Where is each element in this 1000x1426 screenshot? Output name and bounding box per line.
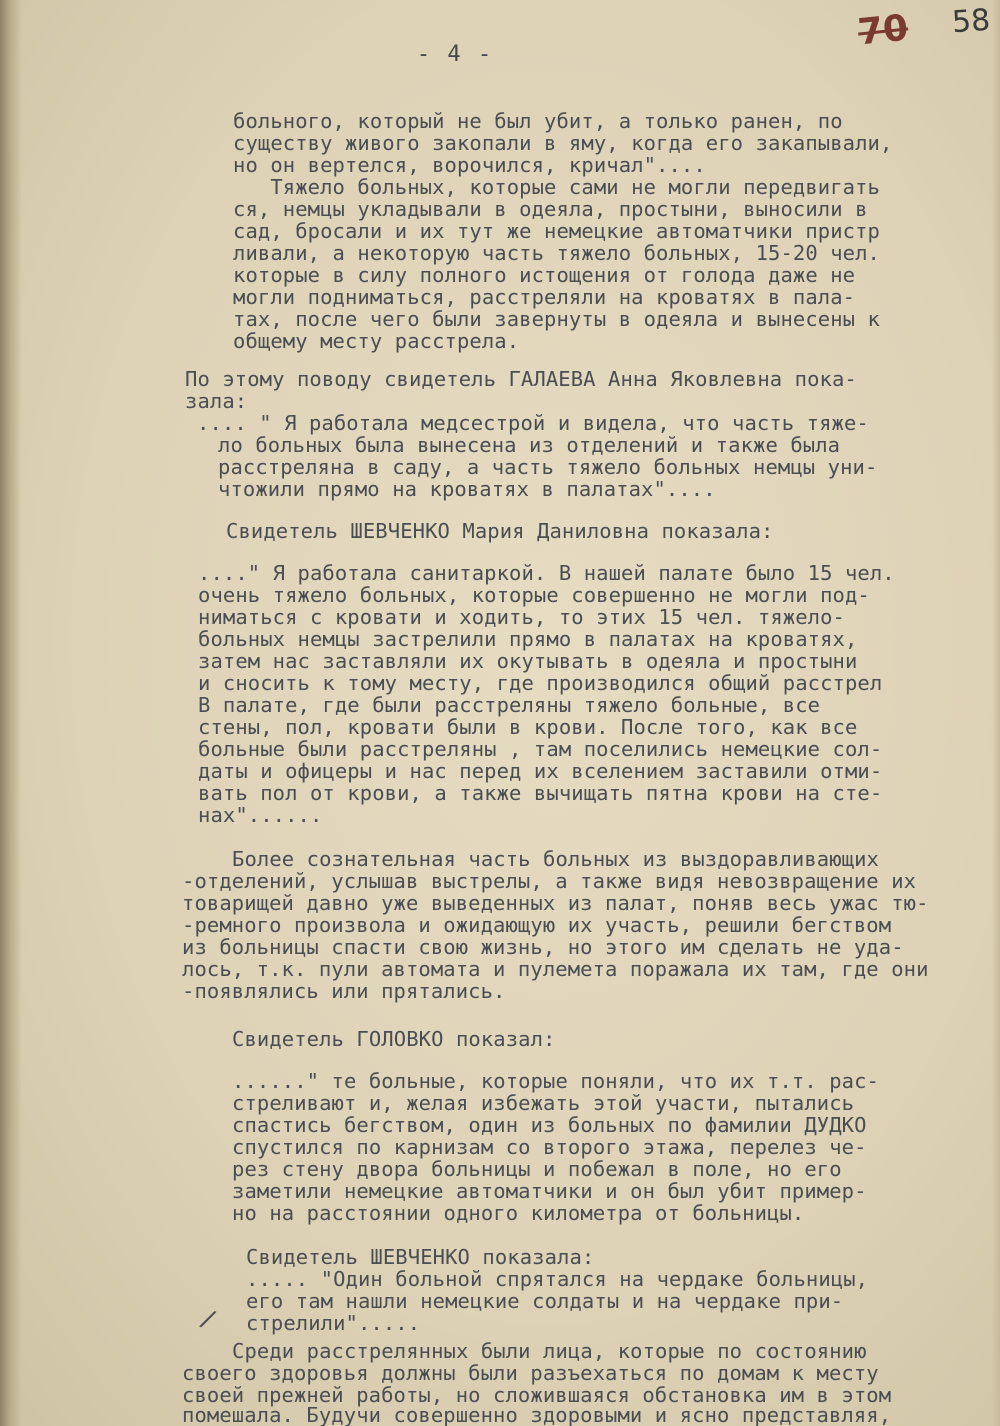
- text-line: спустился по карнизам со второго этажа, перелез че-: [232, 1135, 867, 1159]
- text-line: лось, т.к. пули автомата и пулемета поражала их там, где они: [182, 957, 929, 981]
- text-line: Свидетель ШЕВЧЕНКО Мария Даниловна показала:: [226, 519, 774, 543]
- text-line: которые в силу полного истощения от голода даже не: [233, 263, 856, 287]
- text-line: даты и офицеры и нас перед их вселением заставили отми-: [198, 759, 883, 783]
- text-line: тах, после чего были завернуты в одеяла и вынесены к: [233, 307, 880, 331]
- text-line: .... " Я работала медсестрой и видела, что часть тяже-: [197, 411, 869, 435]
- page-number: - 4 -: [416, 42, 494, 67]
- text-line: общему месту расстрела.: [233, 329, 520, 353]
- text-line: ся, немцы укладывали в одеяла, простыни, выносили в: [233, 197, 868, 221]
- text-line: из больницы спасти свою жизнь, но этого им сделать не уда-: [182, 935, 904, 959]
- text-line: но он вертелся, ворочился, кричал"....: [233, 153, 706, 177]
- text-line: По этому поводу свидетель ГАЛАЕВА Анна Яковлевна пока-: [185, 367, 857, 391]
- text-line: его там нашли немецкие солдаты и на чердаке при-: [246, 1289, 844, 1313]
- text-line: -отделений, услышав выстрелы, а также видя невозвращение их: [182, 869, 917, 893]
- text-line: нах"......: [198, 803, 323, 827]
- text-line: существу живого закопали в яму, когда его закапывали,: [233, 131, 893, 155]
- sheet-number: 58: [950, 2, 992, 41]
- page-edge: [992, 0, 1000, 1426]
- text-line: зала:: [185, 389, 248, 413]
- text-line: спастись бегством, один из больных по фамилии ДУДКО: [232, 1113, 867, 1137]
- text-line: помешала. Будучи совершенно здоровыми и ясно представляя,: [182, 1403, 892, 1426]
- text-line: В палате, где были расстреляны тяжело больные, все: [198, 693, 821, 717]
- text-line: очень тяжело больных, которые совершенно не могли под-: [198, 583, 870, 607]
- text-line: товарищей давно уже выведенных из палат, поняв весь ужас тю-: [182, 891, 929, 915]
- text-line: заметили немецкие автоматчики и он был убит пример-: [232, 1179, 867, 1203]
- text-line: Тяжело больных, которые сами не могли передвигать: [233, 175, 880, 199]
- text-line: расстреляна в саду, а часть тяжело больных немцы уни-: [218, 455, 878, 479]
- binding-shadow: [0, 0, 22, 1426]
- text-line: больных немцы застрелили прямо в палатах на кроватях,: [198, 627, 858, 651]
- text-line: рез стену двора больницы и побежал в поле, но его: [232, 1157, 842, 1181]
- text-line: затем нас заставляли их окутывать в одеяла и простыни: [198, 649, 858, 673]
- text-line: -ремного произвола и ожидающую их участь, решили бегством: [182, 913, 892, 937]
- text-line: Более сознательная часть больных из выздоравливающих: [232, 847, 879, 871]
- text-line: ......" те больные, которые поняли, что их т.т. рас-: [232, 1069, 879, 1093]
- text-line: стрелили".....: [246, 1311, 421, 1335]
- old-sheet-number: 70: [855, 7, 911, 54]
- text-line: ливали, а некоторую часть тяжело больных, 15-20 чел.: [233, 241, 880, 265]
- text-line: но на расстоянии одного километра от больницы.: [232, 1201, 805, 1225]
- text-line: Свидетель ГОЛОВКО показал:: [232, 1027, 556, 1051]
- text-line: ...." Я работала санитаркой. В нашей палате было 15 чел.: [198, 561, 895, 585]
- text-line: своей прежней работы, но сложившаяся обстановка им в этом: [182, 1383, 892, 1407]
- text-line: Среди расстрелянных были лица, которые по состоянию: [232, 1339, 867, 1363]
- text-line: стены, пол, кровати были в крови. После того, как все: [198, 715, 858, 739]
- text-line: и сносить к тому месту, где производился общий расстрел: [198, 671, 883, 695]
- text-line: ниматься с кровати и ходить, то этих 15 чел. тяжело-: [198, 605, 845, 629]
- text-line: ло больных была вынесена из отделений и также была: [218, 433, 841, 457]
- text-line: больного, который не был убит, а только ранен, по: [233, 109, 843, 133]
- text-line: Свидетель ШЕВЧЕНКО показала:: [246, 1245, 595, 1269]
- text-line: своего здоровья должны были разъехаться по домам к месту: [182, 1361, 879, 1385]
- text-line: могли подниматься, расстреляли на кроватях в пала-: [233, 285, 856, 309]
- check-mark-icon: /: [196, 1303, 220, 1335]
- text-line: стреливают и, желая избежать этой участи, пытались: [232, 1091, 855, 1115]
- text-line: больные были расстреляны , там поселились немецкие сол-: [198, 737, 883, 761]
- text-line: сад, бросали и их тут же немецкие автоматчики пристр: [233, 219, 880, 243]
- text-line: чтожили прямо на кроватях в палатах"....: [218, 477, 716, 501]
- text-line: вать пол от крови, а также вычищать пятна крови на сте-: [198, 781, 883, 805]
- text-line: ..... "Один больной спрятался на чердаке больницы,: [246, 1267, 869, 1291]
- text-line: -появлялись или прятались.: [182, 979, 506, 1003]
